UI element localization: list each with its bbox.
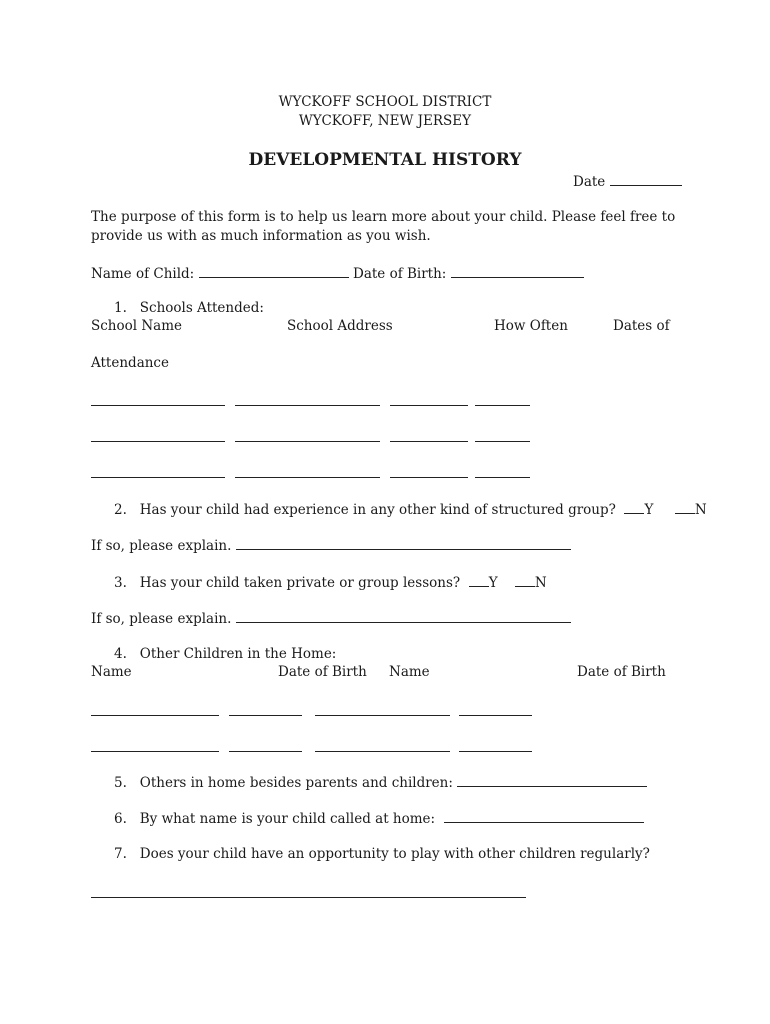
question-7-text: Does your child have an opportunity to play with other children regularly?	[139, 846, 650, 862]
intro-line-2: provide us with as much information as you wish.	[91, 228, 431, 244]
q3-explain	[91, 611, 571, 627]
question-5-number: 5.	[114, 775, 127, 791]
q5-answer-blank[interactable]	[457, 775, 647, 787]
q2-explain-label: If so, please explain.	[91, 538, 232, 554]
question-7	[114, 848, 650, 862]
date-label: Date	[573, 174, 606, 190]
question-4	[114, 648, 336, 662]
child-name-field	[91, 266, 349, 282]
question-5	[114, 775, 647, 791]
question-3-text: Has your child taken private or group lessons?	[139, 575, 461, 591]
q3-explain-label: If so, please explain.	[91, 611, 232, 627]
q3-no-blank[interactable]	[515, 575, 535, 587]
col-child-dob-1: Date of Birth	[278, 664, 367, 680]
how-often-blank[interactable]	[390, 477, 468, 478]
q2-no-label: N	[694, 502, 707, 518]
col-school-address: School Address	[287, 318, 393, 334]
question-1	[114, 302, 264, 316]
col-school-name: School Name	[91, 318, 183, 334]
child-name-blank[interactable]	[315, 751, 450, 752]
question-2-number: 2.	[114, 502, 127, 518]
child-dob-blank[interactable]	[459, 715, 532, 716]
q3-explain-blank[interactable]	[236, 611, 571, 623]
question-4-number: 4.	[114, 646, 127, 662]
col-child-dob-2: Date of Birth	[577, 664, 666, 680]
q6-answer-blank[interactable]	[444, 811, 644, 823]
question-1-text: Schools Attended:	[139, 300, 264, 316]
q2-explain	[91, 538, 571, 554]
child-name-blank[interactable]	[315, 715, 450, 716]
child-dob-field	[353, 266, 584, 282]
col-dates-of: Dates of	[613, 318, 670, 334]
school-name-blank[interactable]	[91, 441, 225, 442]
child-dob-blank[interactable]	[459, 751, 532, 752]
child-dob-blank[interactable]	[451, 266, 584, 278]
col-child-name-2: Name	[389, 664, 430, 680]
how-often-blank[interactable]	[390, 441, 468, 442]
school-address-blank[interactable]	[235, 441, 380, 442]
q7-answer-blank[interactable]	[91, 897, 526, 898]
child-name-label: Name of Child:	[91, 266, 195, 282]
q3-yes-label: Y	[488, 575, 498, 591]
q3-yes-blank[interactable]	[469, 575, 489, 587]
child-dob-blank[interactable]	[229, 751, 302, 752]
dates-blank[interactable]	[475, 405, 530, 406]
q2-explain-blank[interactable]	[236, 538, 571, 550]
q2-no-blank[interactable]	[675, 502, 695, 514]
col-child-name-1: Name	[91, 664, 132, 680]
question-5-text: Others in home besides parents and children:	[139, 775, 453, 791]
question-2-text: Has your child had experience in any other kind of structured group?	[139, 502, 616, 518]
question-1-number: 1.	[114, 300, 127, 316]
question-3-number: 3.	[114, 575, 127, 591]
district-name: WYCKOFF SCHOOL DISTRICT	[278, 94, 492, 110]
child-name-blank[interactable]	[91, 751, 219, 752]
question-2	[114, 502, 707, 518]
question-7-number: 7.	[114, 846, 127, 862]
school-address-blank[interactable]	[235, 405, 380, 406]
col-how-often: How Often	[494, 318, 568, 334]
school-name-blank[interactable]	[91, 405, 225, 406]
question-6	[114, 811, 644, 827]
question-6-number: 6.	[114, 811, 127, 827]
question-4-text: Other Children in the Home:	[139, 646, 337, 662]
date-field	[573, 174, 682, 190]
q2-yes-blank[interactable]	[624, 502, 644, 514]
question-6-text: By what name is your child called at home:	[139, 811, 436, 827]
child-name-blank[interactable]	[91, 715, 219, 716]
school-name-blank[interactable]	[91, 477, 225, 478]
col-attendance: Attendance	[91, 355, 169, 371]
school-address-blank[interactable]	[235, 477, 380, 478]
district-location: WYCKOFF, NEW JERSEY	[298, 113, 472, 129]
dates-blank[interactable]	[475, 477, 530, 478]
date-blank[interactable]	[610, 174, 682, 186]
page-title: DEVELOPMENTAL HISTORY	[248, 150, 522, 170]
how-often-blank[interactable]	[390, 405, 468, 406]
child-dob-label: Date of Birth:	[353, 266, 447, 282]
q3-no-label: N	[534, 575, 547, 591]
intro-line-1: The purpose of this form is to help us learn more about your child. Please feel free to	[91, 209, 676, 225]
q2-yes-label: Y	[644, 502, 654, 518]
question-3	[114, 575, 547, 591]
child-name-blank[interactable]	[199, 266, 349, 278]
child-dob-blank[interactable]	[229, 715, 302, 716]
dates-blank[interactable]	[475, 441, 530, 442]
